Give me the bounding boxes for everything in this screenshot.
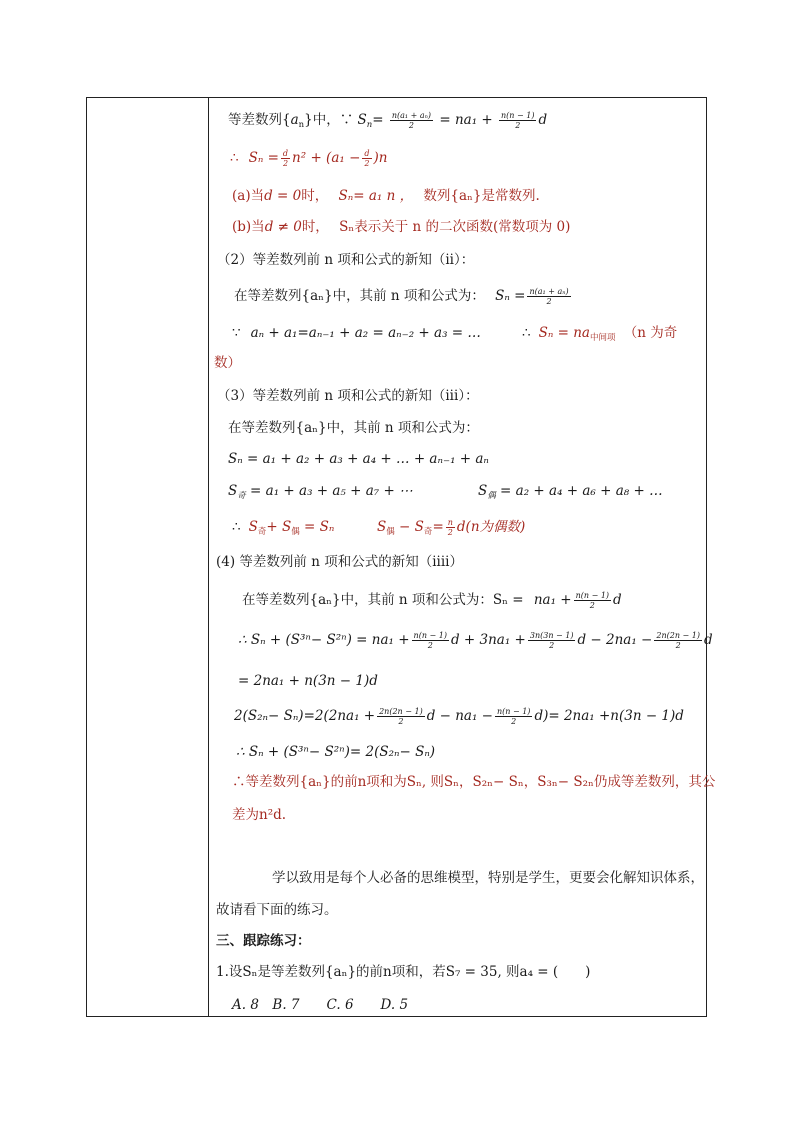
line-15: 在等差数列{aₙ}中，其前 n 项和公式为：Sₙ = na₁ + $\frac{n(n - 1)}{2}$ d (242, 591, 622, 610)
line-16: ∴ Sₙ + (S³ⁿ− S²ⁿ) = na₁ + $\frac{n(n - 1)}{2}$ d + 3na₁ + $\frac{3n(3n - 1)}{2}$ d − 2na₁ − $\frac{2n(2n - 1)}{2}$ d (238, 631, 713, 650)
line-10: 在等差数列{aₙ}中，其前 n 项和公式为： (228, 420, 479, 436)
line-4 (232, 217, 570, 237)
text: 等差数列{ (228, 112, 291, 128)
line-19: ∴ Sₙ + (S³ⁿ− S²ⁿ)= 2(S₂ₙ− Sₙ) (236, 744, 436, 760)
fraction: $\frac{n(n - 1)}{2}$ (497, 707, 531, 726)
section-heading: 三、跟踪练习： (216, 933, 311, 949)
line-7-right (522, 323, 677, 348)
line-3 (232, 186, 540, 206)
text: na₁ + (533, 592, 572, 608)
text: a (290, 112, 299, 128)
fraction: $\frac{\text{n(a₁ + aₙ)}}{2}$ (391, 111, 432, 130)
line-13-right: $S_偶 - S_奇=$ $\frac{n}{2}$ d(n为偶数) (377, 518, 526, 537)
fraction: $\frac{n(n - 1)}{2}$ (575, 591, 610, 610)
text: Sₙ= a₁ n ， (338, 188, 414, 204)
text: ∵ (232, 325, 241, 341)
line-12-left: $S_奇 = a_1 + a_3 + a_5 + a_7$ + ⋯ (228, 483, 413, 501)
fraction: $\frac{2n(2n - 1)}{2}$ (656, 631, 700, 650)
text: 在等差数列{aₙ}中，其前 n 项和公式为： (234, 288, 485, 304)
fraction: $\frac{d}{2}$ (282, 149, 289, 168)
text: (a)当 (232, 188, 265, 204)
text: ∴ (522, 325, 531, 341)
text: = (372, 112, 384, 128)
line-5: （2）等差数列前 n 项和公式的新知（ii）： (217, 252, 475, 268)
text: Sₙ表示关于 n 的二次函数(常数项为 0) (339, 219, 571, 235)
question-1: 1.设Sₙ是等差数列{aₙ}的前n项和，若S₇ = 35, 则a₄ = ( ) (216, 964, 591, 980)
text: d (538, 112, 548, 128)
line-13-left: ∴ $S_奇+ S_偶 = S_n$ (232, 519, 335, 537)
text: 时， (301, 219, 329, 235)
line-1: 等差数列$\{a_n\}$中，∵ $S_n=$ $\frac{\text{n(a₁ + aₙ)}}{2}$ = na₁ + $\frac{n(n - 1)}{2}$ d (228, 111, 548, 130)
text: }中，∵ (304, 112, 354, 128)
text: na₁ + (454, 112, 493, 128)
line-7 (232, 323, 481, 343)
line-2 (230, 148, 387, 168)
line-12-right: $S_偶 = a_2 + a_4 + a_6 + a_8$ + … (478, 483, 663, 501)
line-17: = 2na₁ + n(3n − 1)d (238, 673, 378, 689)
line-22: 学以致用是每个人必备的思维模型，特别是学生，更要会化解知识体系， (272, 870, 704, 886)
text: d = 0 (264, 188, 302, 204)
text: 数列{aₙ}是常数列. (423, 188, 540, 204)
line-11: Sₙ = a₁ + a₂ + a₃ + a₄ + … + aₙ₋₁ + aₙ (228, 451, 489, 467)
text: 时， (301, 188, 329, 204)
column-divider (208, 98, 209, 1016)
text: 在等差数列{aₙ}中，其前 n 项和公式为：Sₙ = (242, 592, 524, 608)
text: d ≠ 0 (264, 219, 302, 235)
fraction: $\frac{n(n - 1)}{2}$ (413, 631, 447, 650)
line-8: 数） (214, 355, 241, 371)
text: Sₙ = (495, 288, 526, 304)
text: (b)当 (232, 219, 265, 235)
text: 中间项 (589, 333, 616, 343)
question-1-options: A. 8 B. 7 C. 6 D. 5 (232, 997, 409, 1013)
text: （n 为奇 (623, 325, 678, 341)
line-20: ∴等差数列{aₙ}的前n项和为Sₙ, 则Sₙ，S₂ₙ− Sₙ，S₃ₙ− S₂ₙ仍成等差数列，其公 (232, 774, 716, 790)
line-9: （3）等差数列前 n 项和公式的新知（iii）： (217, 388, 479, 404)
fraction: $\frac{d}{2}$ (364, 149, 370, 168)
text: aₙ + a₁=aₙ₋₁ + a₂ = aₙ₋₂ + a₃ = … (250, 325, 481, 341)
line-23: 故请看下面的练习。 (216, 902, 338, 918)
fraction: $\frac{3n(3n - 1)}{2}$ (529, 631, 574, 650)
text: )n (373, 150, 388, 166)
line-6 (234, 286, 573, 306)
text: S (357, 112, 367, 128)
fraction: $\frac{\text{n(a₁ + aₙ)}}{2}$ (529, 287, 569, 306)
fraction: $\frac{n}{2}$ (447, 518, 453, 537)
line-21: 差为n²d. (232, 807, 287, 823)
text: ∴ (230, 150, 239, 166)
text: ∴ (232, 519, 241, 535)
text: = (439, 112, 451, 128)
line-14: (4) 等差数列前 n 项和公式的新知（iiii） (216, 554, 463, 570)
text: Sₙ = na (538, 325, 590, 341)
fraction: $\frac{2n(2n - 1)}{2}$ (379, 707, 423, 726)
text: n (298, 120, 305, 130)
text: n² + (a₁ − (292, 150, 361, 166)
text: Sₙ = (248, 150, 279, 166)
fraction: $\frac{n(n - 1)}{2}$ (501, 111, 535, 130)
line-18: 2(S₂ₙ− Sₙ)=2(2na₁ + $\frac{2n(2n - 1)}{2}$ d − na₁ − $\frac{n(n - 1)}{2}$ d)= 2na₁ +n(3n − 1)d (234, 707, 684, 726)
